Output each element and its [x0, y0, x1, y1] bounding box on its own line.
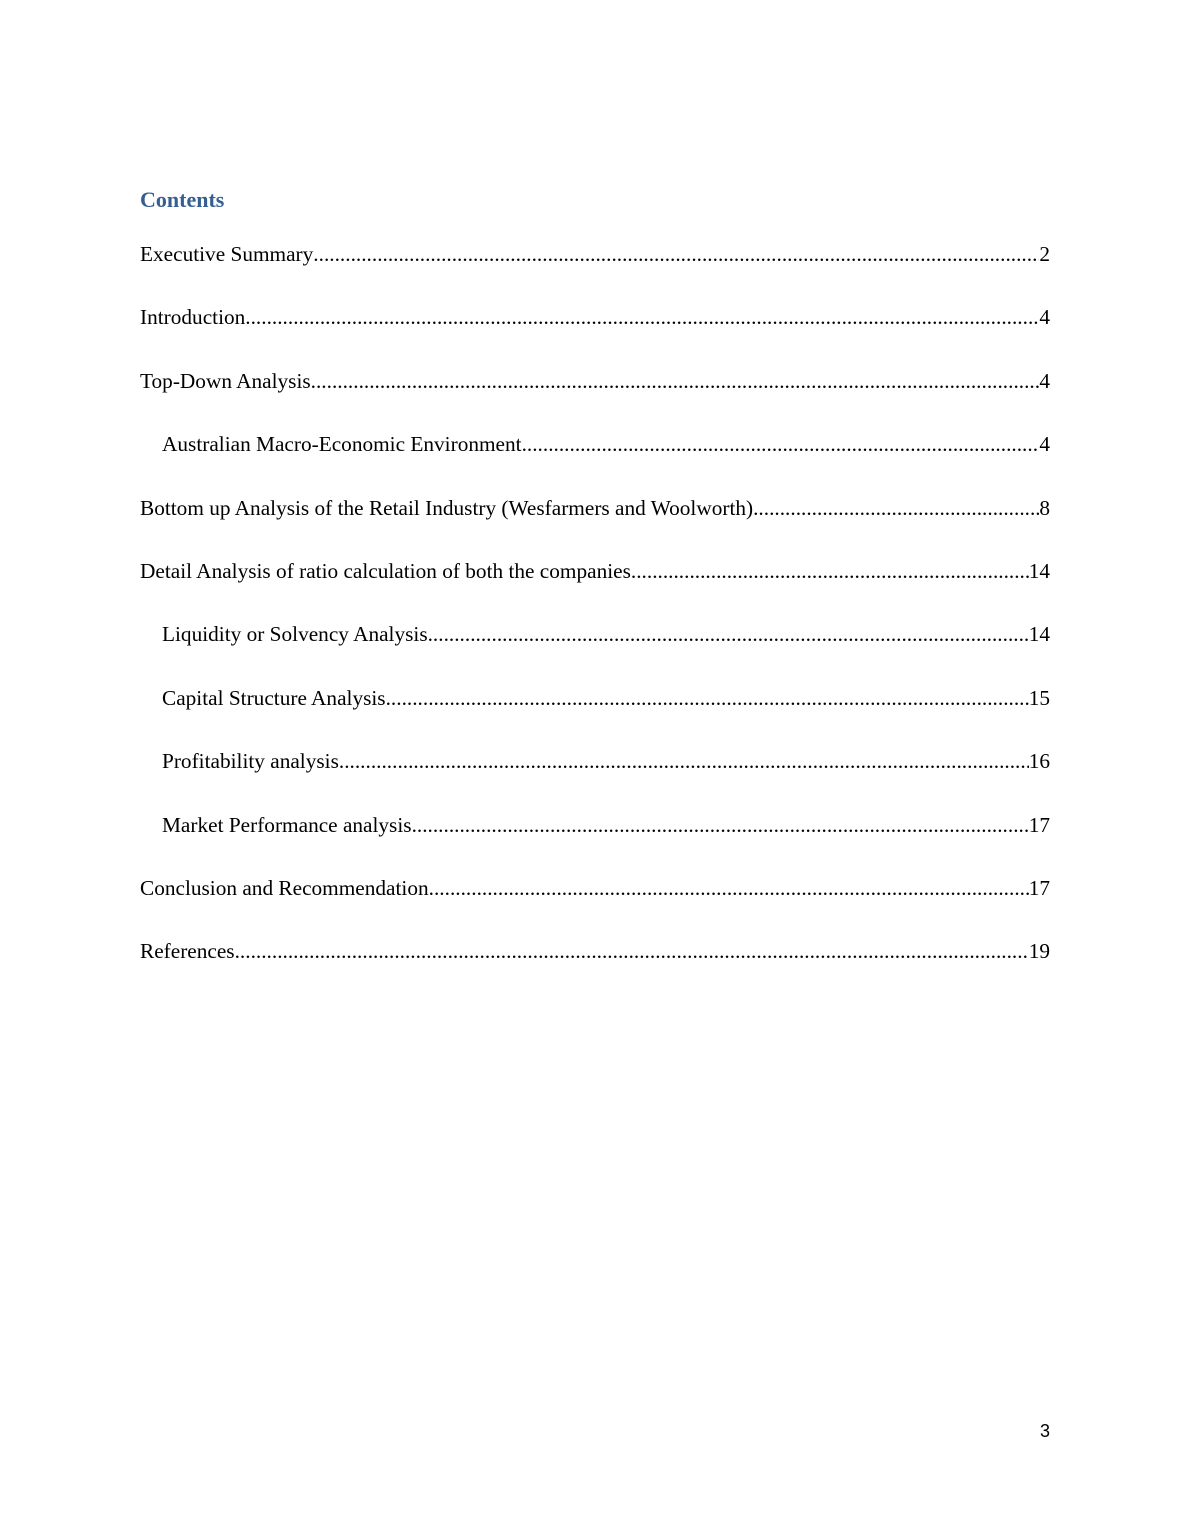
toc-dot-leader [245, 303, 1039, 331]
page-number: 3 [1039, 1421, 1050, 1441]
toc-dot-leader [631, 557, 1029, 585]
toc-dot-leader [339, 747, 1029, 775]
table-of-contents [140, 240, 1050, 1001]
toc-entry-page: 4 [1039, 305, 1050, 330]
toc-entry-market-performance-analysis[interactable] [140, 811, 1050, 874]
toc-entry-page: 17 [1028, 875, 1050, 900]
toc-dot-leader [412, 811, 1029, 839]
toc-entry-profitability-analysis[interactable] [140, 747, 1050, 810]
toc-entry-page: 14 [1028, 558, 1050, 583]
toc-heading: Contents [140, 187, 225, 212]
toc-dot-leader [429, 874, 1029, 902]
toc-dot-leader [753, 494, 1039, 522]
toc-dot-leader [522, 430, 1040, 458]
toc-entry-page: 14 [1028, 622, 1050, 647]
toc-dot-leader [386, 684, 1029, 712]
toc-entry-label: Bottom up Analysis of the Retail Industry (Wesfarmers and Woolworth) [140, 495, 754, 520]
toc-entry-page: 4 [1039, 432, 1050, 457]
toc-entry-page: 4 [1039, 368, 1050, 393]
toc-entry-label: Top-Down Analysis [140, 368, 311, 393]
toc-entry-page: 17 [1028, 812, 1050, 837]
toc-entry-australian-macro-economic-environment[interactable] [140, 430, 1050, 493]
toc-entry-label: Executive Summary [140, 242, 314, 266]
toc-entry-page: 8 [1039, 495, 1050, 520]
toc-entry-top-down-analysis[interactable] [140, 367, 1050, 430]
toc-entry-capital-structure-analysis[interactable] [140, 684, 1050, 747]
toc-dot-leader [235, 937, 1029, 965]
toc-entry-label: Capital Structure Analysis [162, 685, 386, 710]
toc-entry-label: Liquidity or Solvency Analysis [162, 622, 428, 647]
toc-entry-label: Australian Macro-Economic Environment [162, 432, 522, 457]
toc-entry-page: 19 [1028, 939, 1050, 964]
toc-entry-conclusion[interactable] [140, 874, 1050, 937]
toc-entry-page: 16 [1028, 749, 1050, 774]
toc-entry-label: Conclusion and Recommendation [140, 875, 429, 900]
toc-entry-liquidity-analysis[interactable] [140, 620, 1050, 683]
toc-entry-executive-summary[interactable] [140, 240, 1050, 303]
toc-entry-label: References [140, 939, 235, 964]
toc-dot-leader [428, 620, 1029, 648]
toc-entry-page: 2 [1039, 242, 1050, 266]
toc-entry-label: Market Performance analysis [162, 812, 412, 837]
toc-entry-label: Detail Analysis of ratio calculation of both the companies [140, 558, 631, 583]
toc-entry-references[interactable] [140, 937, 1050, 1000]
toc-entry-page: 15 [1028, 685, 1050, 710]
toc-entry-bottom-up-analysis[interactable] [140, 494, 1050, 557]
toc-entry-label: Introduction [140, 305, 246, 330]
toc-entry-introduction[interactable] [140, 303, 1050, 366]
toc-dot-leader [313, 240, 1039, 268]
toc-dot-leader [311, 367, 1040, 395]
toc-entry-label: Profitability analysis [162, 749, 339, 774]
toc-entry-detail-analysis[interactable] [140, 557, 1050, 620]
